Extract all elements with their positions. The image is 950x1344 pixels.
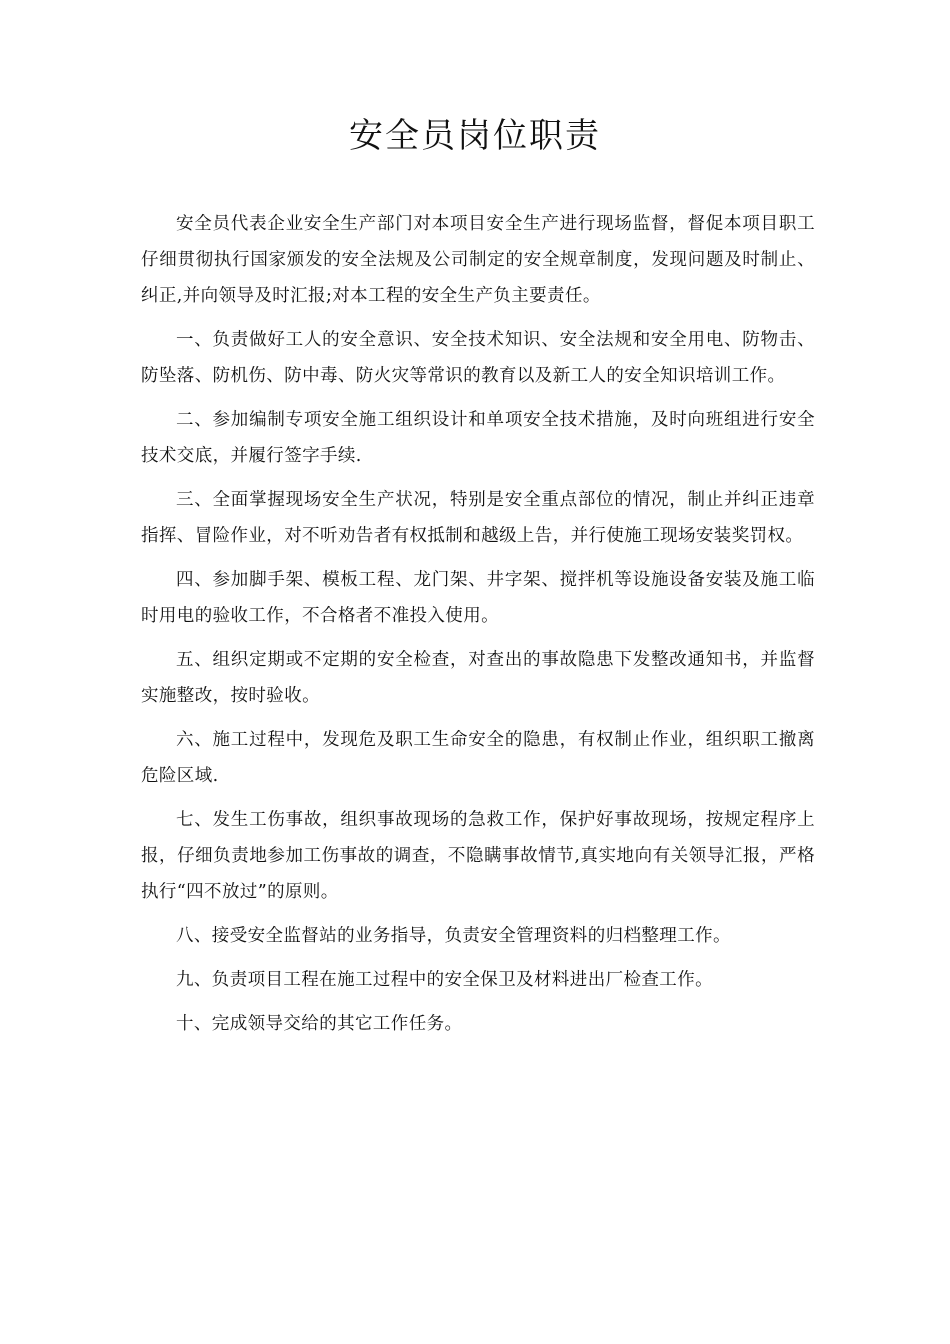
intro-paragraph: 安全员代表企业安全生产部门对本项目安全生产进行现场监督，督促本项目职工仔细贯彻执行国家颁发的安全法规及公司制定的安全规章制度，发现问题及时制止、纠正,并向领导及时汇报;对本工程的安全生产负主要责任。 — [141, 214, 815, 306]
duty-item-2: 二、参加编制专项安全施工组织设计和单项安全技术措施，及时向班组进行安全技术交底，并履行签字手续. — [141, 410, 815, 466]
duty-item-10: 十、完成领导交给的其它工作任务。 — [176, 1014, 463, 1034]
duty-item-7: 七、发生工伤事故，组织事故现场的急救工作，保护好事故现场，按规定程序上报，仔细负责地参加工伤事故的调查，不隐瞒事故情节,真实地向有关领导汇报，严格执行“四不放过”的原则。 — [141, 810, 815, 902]
document-body — [141, 206, 815, 1050]
duty-item-1: 一、负责做好工人的安全意识、安全技术知识、安全法规和安全用电、防物击、防坠落、防机伤、防中毒、防火灾等常识的教育以及新工人的安全知识培训工作。 — [141, 330, 815, 386]
duty-item-9: 九、负责项目工程在施工过程中的安全保卫及材料进出厂检查工作。 — [176, 970, 713, 990]
duty-item-3: 三、全面掌握现场安全生产状况，特别是安全重点部位的情况，制止并纠正违章指挥、冒险作业，对不听劝告者有权抵制和越级上告，并行使施工现场安装奖罚权。 — [141, 490, 815, 546]
duty-item-4: 四、参加脚手架、模板工程、龙门架、井字架、搅拌机等设施设备安装及施工临时用电的验收工作，不合格者不准投入使用。 — [141, 570, 815, 626]
duty-item-8: 八、接受安全监督站的业务指导，负责安全管理资料的归档整理工作。 — [176, 926, 731, 946]
duty-item-5: 五、组织定期或不定期的安全检查，对查出的事故隐患下发整改通知书，并监督实施整改，按时验收。 — [141, 650, 815, 706]
document-title: 安全员岗位职责 — [349, 116, 601, 156]
duty-item-6: 六、施工过程中，发现危及职工生命安全的隐患，有权制止作业，组织职工撤离危险区域. — [141, 730, 815, 786]
